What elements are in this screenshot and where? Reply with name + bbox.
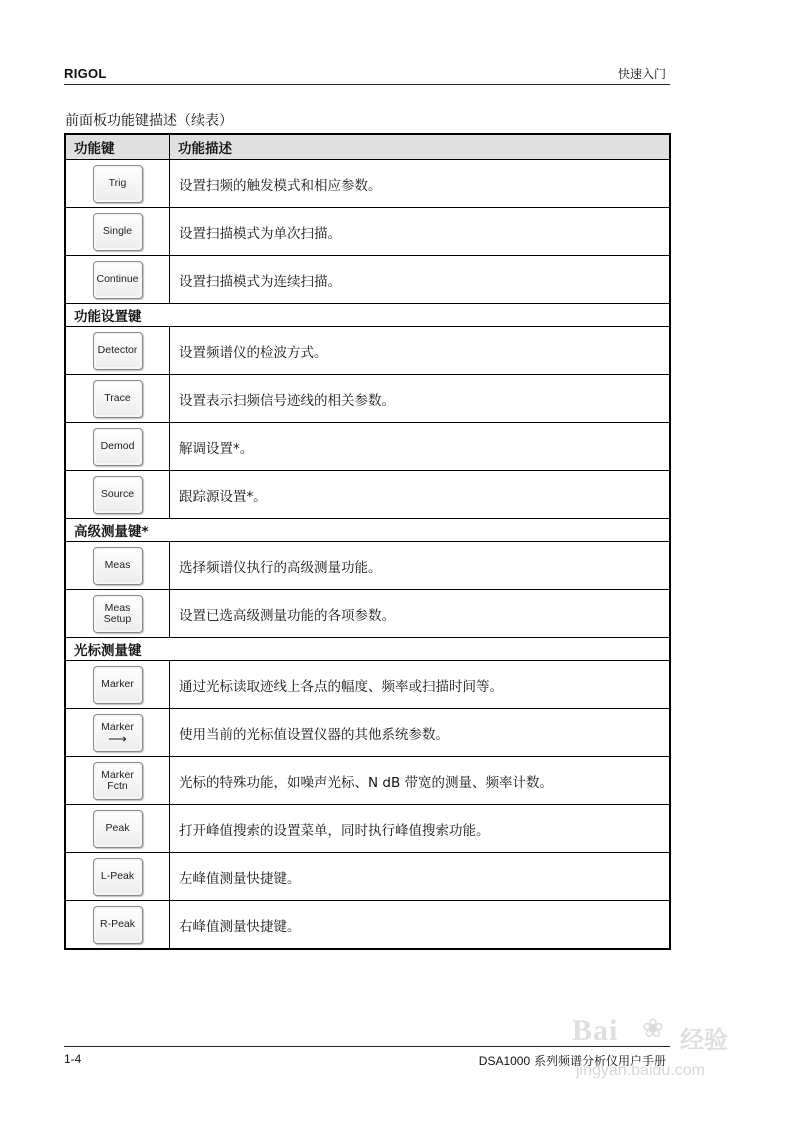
key-cell [65, 375, 170, 423]
key-cell [65, 590, 170, 638]
watermark-brand: 经验 [680, 1026, 728, 1054]
key-cell [65, 853, 170, 901]
group-label: 功能设置键 [65, 304, 670, 327]
watermark [572, 1010, 752, 1100]
key-row [65, 709, 670, 757]
key-row [65, 901, 670, 950]
page-header [64, 64, 670, 85]
description-cell: 右峰值测量快捷键。 [170, 901, 671, 950]
key-row [65, 327, 670, 375]
group-label: 光标测量键 [65, 638, 670, 661]
front-panel-key-image [93, 858, 143, 896]
key-label: Marker [101, 721, 134, 733]
group-row [65, 638, 670, 661]
key-label: Meas [104, 601, 131, 614]
group-row [65, 304, 670, 327]
key-cell [65, 709, 170, 757]
front-panel-key-image [93, 906, 143, 944]
description-cell: 使用当前的光标值设置仪器的其他系统参数。 [170, 709, 671, 757]
key-cell [65, 542, 170, 590]
key-cell [65, 805, 170, 853]
key-cell [65, 757, 170, 805]
paw-icon: ❀ [642, 1014, 664, 1044]
description-cell: 跟踪源设置*。 [170, 471, 671, 519]
front-panel-key-image [93, 547, 143, 585]
key-row [65, 256, 670, 304]
front-panel-key-image [93, 476, 143, 514]
column-header-description: 功能描述 [170, 134, 671, 160]
front-panel-key-image [93, 213, 143, 251]
function-key-table [64, 133, 671, 950]
key-cell [65, 256, 170, 304]
key-row [65, 160, 670, 208]
key-label: Meas [104, 559, 131, 571]
page-number: 1-4 [64, 1052, 82, 1066]
key-cell [65, 471, 170, 519]
description-cell: 设置频谱仪的检波方式。 [170, 327, 671, 375]
key-label: Trace [104, 392, 131, 404]
key-cell [65, 423, 170, 471]
key-cell [65, 901, 170, 950]
description-cell: 设置表示扫频信号迹线的相关参数。 [170, 375, 671, 423]
description-cell: 设置扫描模式为单次扫描。 [170, 208, 671, 256]
front-panel-key-image [93, 428, 143, 466]
key-label: Single [102, 225, 133, 237]
table-header-row [65, 134, 670, 160]
key-label: Marker [101, 768, 134, 781]
key-label: Source [100, 488, 135, 500]
description-cell: 设置扫描模式为连续扫描。 [170, 256, 671, 304]
description-cell: 设置已选高级测量功能的各项参数。 [170, 590, 671, 638]
key-row [65, 757, 670, 805]
group-label: 高级测量键* [65, 519, 670, 542]
right-arrow-icon: ⟶ [108, 731, 127, 746]
front-panel-key-image [93, 380, 143, 418]
description-cell: 解调设置*。 [170, 423, 671, 471]
key-label: Continue [96, 273, 139, 285]
key-cell [65, 208, 170, 256]
key-cell [65, 327, 170, 375]
key-label: R-Peak [99, 918, 135, 930]
front-panel-key-image [93, 261, 143, 299]
key-cell [65, 160, 170, 208]
description-cell: 通过光标读取迹线上各点的幅度、频率或扫描时间等。 [170, 661, 671, 709]
key-row [65, 471, 670, 519]
description-cell: 左峰值测量快捷键。 [170, 853, 671, 901]
key-label: Trig [108, 177, 127, 189]
manual-title-text: 系列频谱分析仪用户手册 [533, 1054, 666, 1068]
key-row [65, 423, 670, 471]
key-label: Demod [100, 440, 135, 452]
description-cell: 设置扫频的触发模式和相应参数。 [170, 160, 671, 208]
key-row [65, 805, 670, 853]
front-panel-key-image [93, 714, 143, 752]
key-row [65, 661, 670, 709]
front-panel-key-image [93, 666, 143, 704]
column-header-key: 功能键 [65, 134, 170, 160]
key-label: L-Peak [100, 870, 135, 882]
watermark-url: jingyan.baidu.com [576, 1062, 705, 1079]
front-panel-key-image [93, 332, 143, 370]
front-panel-key-image [93, 810, 143, 848]
key-row [65, 375, 670, 423]
key-row [65, 542, 670, 590]
key-label-line2: Fctn [107, 779, 128, 792]
front-panel-key-image [93, 762, 143, 800]
key-row [65, 590, 670, 638]
manual-model: DSA1000 [478, 1054, 531, 1068]
table-body [65, 160, 670, 950]
description-cell: 打开峰值搜索的设置菜单，同时执行峰值搜索功能。 [170, 805, 671, 853]
key-row [65, 853, 670, 901]
key-label: Marker [101, 678, 134, 690]
description-cell: 选择频谱仪执行的高级测量功能。 [170, 542, 671, 590]
front-panel-key-image [93, 165, 143, 203]
description-cell: 光标的特殊功能，如噪声光标、N dB 带宽的测量、频率计数。 [170, 757, 671, 805]
front-panel-key-image [93, 595, 143, 633]
group-row [65, 519, 670, 542]
table-caption: 前面板功能键描述（续表） [65, 113, 233, 129]
brand-name: RIGOL [64, 66, 107, 81]
key-label: Peak [105, 822, 130, 834]
section-name: 快速入门 [617, 67, 666, 81]
key-label: Detector [97, 344, 138, 356]
key-cell [65, 661, 170, 709]
key-label-line2: Setup [103, 612, 132, 625]
watermark-logo-text: Bai [572, 1014, 619, 1047]
key-row [65, 208, 670, 256]
